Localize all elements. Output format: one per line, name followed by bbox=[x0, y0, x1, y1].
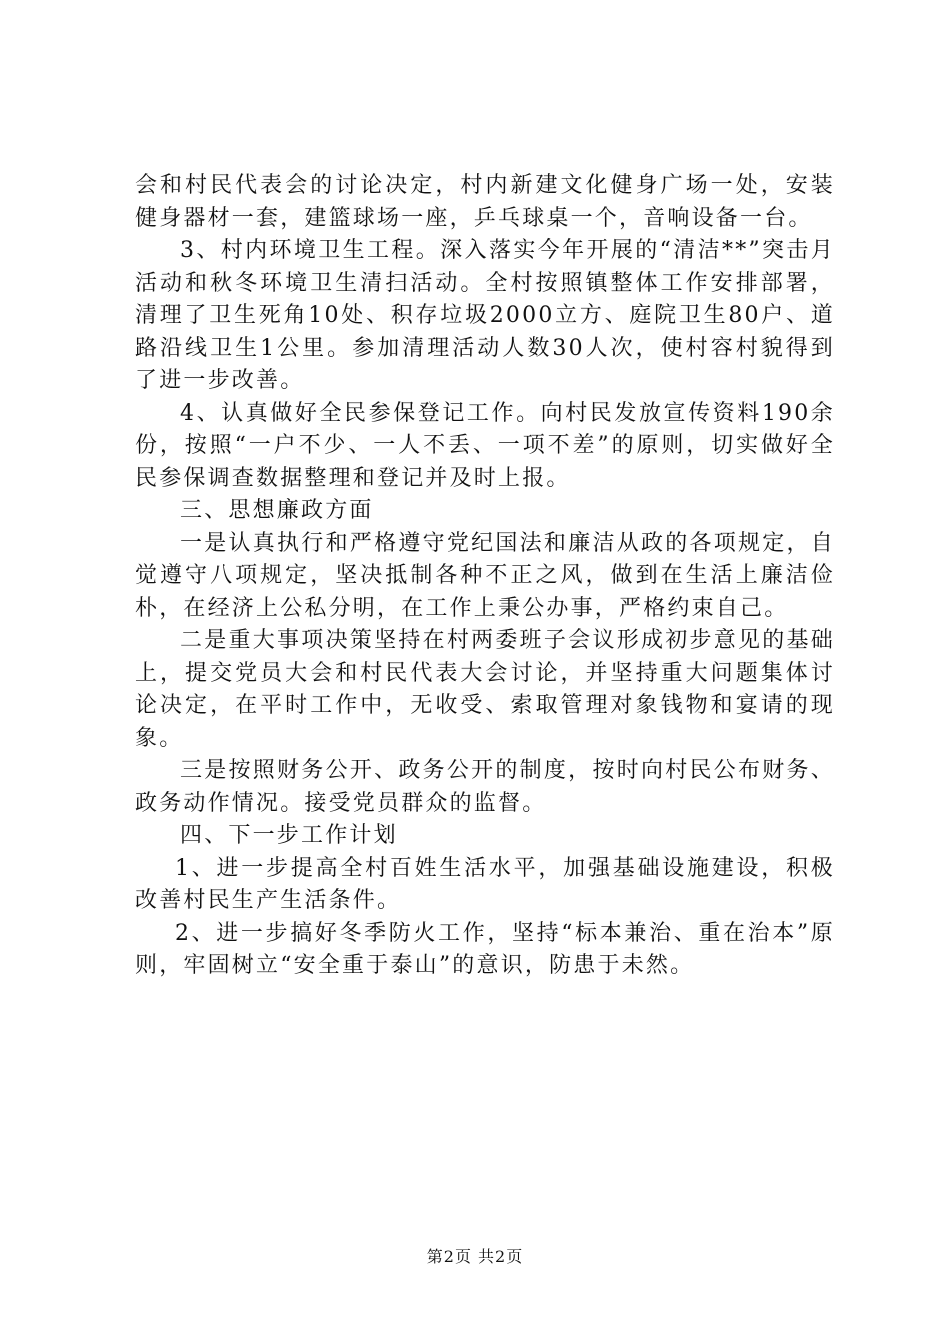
paragraph-sanitation-project: 3、村内环境卫生工程。深入落实今年开展的“清洁**”突击月活动和秋冬环境卫生清扫活动。全村按照镇整体工作安排部署，清理了卫生死角10处、积存垃圾2000立方、庭院卫生80户、道路沿线卫生1公里。参加清理活动人数30人次，使村容村貌得到了进一步改善。 bbox=[135, 238, 835, 393]
page-number: 第2页 共2页 bbox=[426, 1247, 524, 1266]
page-footer bbox=[0, 1244, 950, 1267]
paragraph-plan-one: 1、进一步提高全村百姓生活水平，加强基础设施建设，积极改善村民生产生活条件。 bbox=[135, 855, 835, 913]
section-heading-next-steps: 四、下一步工作计划 bbox=[180, 823, 398, 848]
section-heading-integrity: 三、思想廉政方面 bbox=[180, 498, 374, 523]
paragraph-integrity-three: 三是按照财务公开、政务公开的制度，按时向村民公布财务、政务动作情况。接受党员群众的监督。 bbox=[135, 758, 835, 816]
paragraph-integrity-two: 二是重大事项决策坚持在村两委班子会议形成初步意见的基础上，提交党员大会和村民代表大会讨论，并坚持重大问题集体讨论决定，在平时工作中，无收受、索取管理对象钱物和宴请的现象。 bbox=[135, 628, 835, 751]
paragraph-plan-two: 2、进一步搞好冬季防火工作，坚持“标本兼治、重在治本”原则，牢固树立“安全重于泰山”的意识，防患于未然。 bbox=[135, 920, 835, 978]
paragraph-continuation: 会和村民代表会的讨论决定，村内新建文化健身广场一处，安装健身器材一套，建篮球场一座，乒乓球桌一个，音响设备一台。 bbox=[135, 173, 835, 231]
document-body bbox=[135, 170, 835, 983]
paragraph-insurance-registration: 4、认真做好全民参保登记工作。向村民发放宣传资料190余份，按照“一户不少、一人不丢、一项不差”的原则，切实做好全民参保调查数据整理和登记并及时上报。 bbox=[135, 400, 835, 491]
paragraph-integrity-one: 一是认真执行和严格遵守党纪国法和廉洁从政的各项规定，自觉遵守八项规定，坚决抵制各种不正之风，做到在生活上廉洁俭朴，在经济上公私分明，在工作上秉公办事，严格约束自己。 bbox=[135, 530, 835, 621]
